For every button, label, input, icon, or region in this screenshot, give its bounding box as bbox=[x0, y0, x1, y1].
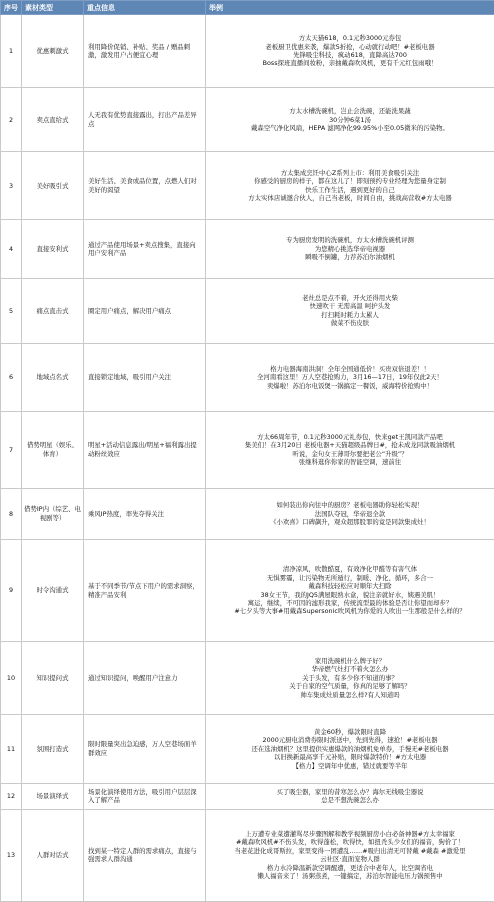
example-line: 上万遭专业菜遭灌骂尽步骤图解和教学视频厨房小白必备神器#方太幸福家 bbox=[245, 829, 455, 838]
example-cell bbox=[206, 279, 494, 343]
example-cell bbox=[206, 343, 494, 412]
key-info: 人无我有优势直接露出，打出产品差异点 bbox=[84, 88, 206, 152]
material-type: 美好吸引式 bbox=[22, 152, 84, 220]
example-cell bbox=[206, 412, 494, 488]
example-line: 当老花进化成哥斯拉，家里变得一团遭乱……#吸归出清无可替戴 #戴森 #激爱里 bbox=[234, 846, 466, 855]
table-row bbox=[1, 343, 494, 412]
row-index: 4 bbox=[1, 220, 22, 279]
example-cell bbox=[206, 540, 494, 642]
key-info: 直接锁定地域，吸引用户关注 bbox=[84, 343, 206, 412]
key-info: 乘风IP热度，率先夺得关注 bbox=[84, 488, 206, 540]
example-line: 38女王节，我的JQ5满屋眼熟水盒，貌注亲就好水，姨遇美肌！ bbox=[260, 590, 440, 599]
example-line: 云社区·直面宠物人群 bbox=[320, 855, 380, 864]
header-cell-example: 举例 bbox=[206, 1, 494, 15]
example-cell bbox=[206, 809, 494, 901]
key-info: 限时限量突出急迫感，万人空巷场面羊群效应 bbox=[84, 715, 206, 784]
example-line: 先锋吸尘科技，疯动618，直降高达700 bbox=[293, 51, 407, 59]
header-cell-type: 素材类型 bbox=[22, 1, 84, 15]
example-line: 格力电器海南洪洞！全年全国通低价！买贵双倍退差！！ bbox=[270, 364, 430, 373]
table-body bbox=[1, 15, 494, 902]
example-line: 戴森空气净化风扇，HEPA 滤网净化99.95%小至0.05微米的污染物。 bbox=[251, 123, 449, 132]
row-index: 13 bbox=[1, 809, 22, 901]
header-cell-key-info: 重点信息 bbox=[84, 1, 206, 15]
example-line: 法国队夺冠，华帝退全款 bbox=[314, 509, 386, 518]
material-type: 知识提问式 bbox=[22, 642, 84, 715]
example-line: 集美们！在3月20日 老板电器+天猫超级品牌日#，抢未成龙同款吸油烟机 bbox=[244, 441, 456, 450]
example-line: 戴森科技轻松应对顺年大扫除 bbox=[308, 582, 392, 591]
example-line: 30分钟6菜1汤 bbox=[329, 115, 371, 124]
example-line: 帅车集成灶质量怎么样?有人知道吗 bbox=[300, 690, 400, 699]
row-index: 7 bbox=[1, 412, 22, 488]
example-line: 为您精心挑选华帝电视器 bbox=[314, 244, 386, 253]
example-line: 以旧换新最高享千元补贴，限时爆款特价！#方太电器 bbox=[273, 753, 427, 762]
material-type: 直接安利式 bbox=[22, 220, 84, 279]
example-line: 格力水冷降温新款空调醒遭，更适合中老年人，比空调省电 bbox=[266, 863, 434, 872]
example-line: 老板厨卫优惠来袭，爆款5折抢，心动就行动吧！#老板电器 bbox=[265, 42, 435, 51]
example-line: 关于头发，有多少你不知道的事？ bbox=[302, 673, 398, 682]
material-type: 借势明星（娱乐、体育） bbox=[22, 412, 84, 488]
example-line: 总是不想洗碗怎么办 bbox=[321, 796, 379, 805]
example-line: 2000元厨电消费券限时派送中，先到先得，速抢！#老板电器 bbox=[262, 736, 438, 745]
key-info: 圈定用户痛点，解决用户痛点 bbox=[84, 279, 206, 343]
example-line: 《小欢喜》口碑飙升，观众超那股罪的竟是同款集成灶！ bbox=[270, 517, 430, 526]
material-type: 地域点名式 bbox=[22, 343, 84, 412]
example-line: 黄金60秒，爆款限时直降 bbox=[313, 727, 387, 736]
example-line: 清净凉风，吹散酷夏，有效净化甲醛等有害气体 bbox=[282, 565, 418, 574]
example-line: 全河南看这里！万人空巷抢购力，3月16—17日，19年仅此2天！ bbox=[257, 373, 443, 382]
example-line: 卖爆啦！苏泊尔电饭煲一锅搞定一餐饭，威海特价抢购中！ bbox=[266, 381, 434, 390]
material-type: 借势IP内（综艺、电视剧等） bbox=[22, 488, 84, 540]
example-line: 打扫耗时耗力太累人 bbox=[321, 310, 379, 319]
row-index: 10 bbox=[1, 642, 22, 715]
example-cell bbox=[206, 15, 494, 88]
row-index: 1 bbox=[1, 15, 22, 88]
example-line: 张继科逛你你家的智能空调，速前往 bbox=[298, 458, 402, 467]
example-line: 家用洗碗机什么牌子好？ bbox=[314, 656, 386, 665]
example-line: #七夕头等大事#用戴森Supersonic吹风机为你爱的人吹出一生那般是什么样的？ bbox=[234, 607, 466, 616]
example-line: 寓运，继续，不可因的滤形我家，传统流型最的体验是否让你望而却步？ bbox=[247, 598, 453, 607]
example-line: 快乐工作生活，遇到更好的自己 bbox=[305, 185, 395, 194]
example-line: 你感受的厨房的样子，都在这儿了！即刻预约专业经理为您量身定制 bbox=[254, 177, 446, 186]
key-info: 通过产品使用场景+卖点搜集，直接向用户安利产品 bbox=[84, 220, 206, 279]
example-line: 还在选油烟机？这里提供实惠爆款的油烟机免单券，手慢无#老板电器 bbox=[251, 744, 449, 753]
example-line: 方太66周年节，0.1元秒3000元礼券包，快来get王凯同款产品吧 bbox=[257, 432, 443, 441]
example-line: 华帝燃气灶打不着火怎么办 bbox=[311, 665, 389, 674]
example-cell bbox=[206, 152, 494, 220]
example-cell bbox=[206, 783, 494, 809]
example-line: 方太实体店诚邀合伙人，自己当老板，时间自由，挑战高营收#方太电器 bbox=[248, 194, 452, 203]
example-line: 方太天猫618，0.1元秒3000元券包 bbox=[298, 34, 402, 43]
example-line: 如何装出你向往中的厨房？老板电器助你轻松实现！ bbox=[276, 501, 424, 510]
example-line: 专为厨房发明的洗碗机，方太水槽洗碗机评测 bbox=[286, 236, 414, 245]
table-row bbox=[1, 715, 494, 784]
row-index: 12 bbox=[1, 783, 22, 809]
example-cell bbox=[206, 642, 494, 715]
row-index: 8 bbox=[1, 488, 22, 540]
row-index: 9 bbox=[1, 540, 22, 642]
example-cell bbox=[206, 88, 494, 152]
material-type: 优惠刺激式 bbox=[22, 15, 84, 88]
example-line: 方太集成烹饪中心Z系列上市：利用美食吸引关注 bbox=[280, 168, 420, 177]
example-line: 【格力】空调年中优惠，错过就要等半年 bbox=[292, 761, 408, 770]
example-line: 老灶总是点不着，开火还得用火柴 bbox=[302, 293, 398, 302]
row-index: 5 bbox=[1, 279, 22, 343]
table-row bbox=[1, 809, 494, 901]
table-row bbox=[1, 412, 494, 488]
table-row bbox=[1, 220, 494, 279]
example-line: 方太水槽洗碗机，岂止会洗碗，还能洗果蔬 bbox=[289, 107, 411, 116]
key-info: 明星+活动信息露出/明星+福利露出提动粉丝效应 bbox=[84, 412, 206, 488]
material-type: 氛围打造式 bbox=[22, 715, 84, 784]
row-index: 6 bbox=[1, 343, 22, 412]
material-type: 时令沟通式 bbox=[22, 540, 84, 642]
material-type: 痛点直击式 bbox=[22, 279, 84, 343]
header-row bbox=[1, 1, 494, 15]
key-info: 利用降价促销、补贴、奖品 / 赠品刺激，激发用户占便宜心理 bbox=[84, 15, 206, 88]
example-line: 关于自家的空气质量，你真的足够了解吗？ bbox=[289, 682, 411, 691]
example-line: #戴森吹风机#不伤头发，吹得蓬松，吹得快，如扭秃头少女们的福音，狗价了！ bbox=[236, 838, 464, 847]
key-info: 通过知识提问，唤醒用户注意力 bbox=[84, 642, 206, 715]
example-line: 懒人福音来了！汤粥蒸煮，一键搞定，苏泊尔智能电压力锅预售中 bbox=[257, 872, 443, 881]
key-info: 美好生活、美食或品位置，点燃人们对美好的渴望 bbox=[84, 152, 206, 220]
example-cell bbox=[206, 220, 494, 279]
example-line: 无惧雾霾，让污染物无所遁行，制暖、净化、循环，多合一 bbox=[266, 573, 434, 582]
example-line: 听说，金句女王薄哥尔要把老公“升级”？ bbox=[292, 449, 408, 458]
table-row bbox=[1, 540, 494, 642]
example-line: 快速吹干 无需高温 呵护头发 bbox=[309, 302, 391, 311]
key-info: 场景化演绎使用方法，吸引用户层层深入了解产品 bbox=[84, 783, 206, 809]
row-index: 11 bbox=[1, 715, 22, 784]
material-type: 场景演绎式 bbox=[22, 783, 84, 809]
row-index: 2 bbox=[1, 88, 22, 152]
table-row bbox=[1, 152, 494, 220]
table-row bbox=[1, 642, 494, 715]
example-cell bbox=[206, 488, 494, 540]
material-type: 人群对话式 bbox=[22, 809, 84, 901]
example-line: 瞬吸不倒罐，力荐苏泊尔油烟机 bbox=[305, 253, 395, 262]
table-row bbox=[1, 279, 494, 343]
material-type: 卖点直给式 bbox=[22, 88, 84, 152]
example-line: Boss探班直播间妆粉，亲抽戴森吹风机，更有千元红包雨哦！ bbox=[262, 59, 438, 68]
row-index: 3 bbox=[1, 152, 22, 220]
table-row bbox=[1, 88, 494, 152]
table-row bbox=[1, 783, 494, 809]
example-line: 买了吸尘器，家里的昔寒怎么办？海尔无线吸尘器说 bbox=[276, 787, 424, 796]
table-row bbox=[1, 15, 494, 88]
key-info: 基于不同季节/节点下用户的需求洞察，精准产品安利 bbox=[84, 540, 206, 642]
table-row bbox=[1, 488, 494, 540]
example-cell bbox=[206, 715, 494, 784]
header-cell-index: 序号 bbox=[1, 1, 22, 15]
key-info: 找到某一特定人群的需求痛点，直接与强需求人群沟通 bbox=[84, 809, 206, 901]
example-line: 做菜不伤皮肤 bbox=[330, 319, 370, 328]
